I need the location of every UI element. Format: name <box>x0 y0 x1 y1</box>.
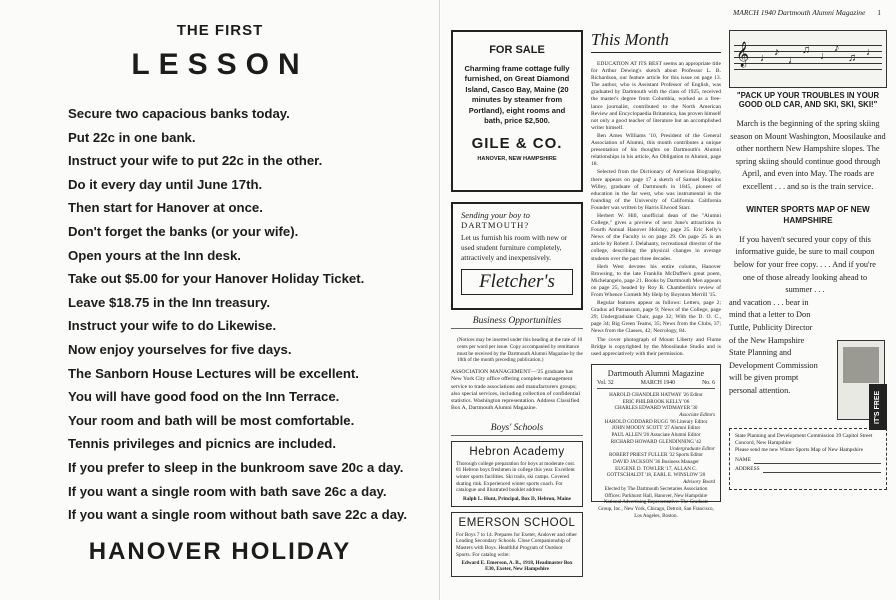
staff-role: Advisory Board <box>683 479 715 486</box>
mail-coupon[interactable] <box>729 428 887 490</box>
music-note-icon: ♫ <box>802 44 811 56</box>
header-title: MARCH 1940 Dartmouth Alumni Magazine <box>733 8 866 17</box>
offer-text-bottom: and vacation . . . bear in mind that a letter to Don Tuttle, Publicity Director of the New Hampshire State Planning and Development Commission will be given prompt personal attention. <box>729 297 818 395</box>
emerson-signature: Edward E. Emerson, A. B., 1918, Headmaster Box E30, Exeter, New Hampshire <box>461 560 573 573</box>
staff-name: HAROLD GODDARD RUGG '06 Literary Editor <box>604 418 708 425</box>
emerson-school-ad <box>451 512 583 577</box>
staff-name: CHARLES EDWARD WIDMAYER '30 <box>614 405 698 412</box>
masthead-title: Dartmouth Alumni Magazine <box>607 368 705 378</box>
masthead-issue <box>597 380 715 389</box>
this-month-title: This Month <box>591 30 721 53</box>
magazine-masthead <box>591 364 721 519</box>
this-month-paragraph: Selected from the Dictionary of American Biography, there appears on page 17 a sketch of Samuel Hopkins Willey, graduate of Dartmouth in 1845, pioneer of education in the far west, who was instrumental in the founding of the University of California. California Founder was written by Harris Elwood Starr. <box>591 169 721 211</box>
hebron-description: Thorough college preparation for boys at moderate cost. 81 Hebron boys freshmen in college this year. Excellent winter sports facilities. Ski trails, ski camps. Covered skating rink. Experienced winter sports coach. For catalogue and illustrated booklet address <box>456 460 576 494</box>
this-month-paragraph: Regular features appear as follows: Letters, page 2; Gradus ad Parnassum, page 9; News of the College, page 29; Undergraduate Chair, page 32; With the D. O. C., page 34; Big Green Teams, 35; News from the Clubs, 37; News from the Classes, 42; Necrology, 84. <box>591 300 721 335</box>
fletcher-line2: DARTMOUTH? <box>461 220 530 230</box>
staff-name: Elected by The Dartmouth Secretaries Association <box>604 485 708 492</box>
offer-text-top: If you haven't secured your copy of this informative guide, be sure to mail coupon below for your free copy. . . . And if you're one of those already looking ahead to summer . . . <box>734 234 876 295</box>
this-month-paragraph: The cover photograph of Mount Liberty and Flume Bridge is copyrighted by the Moosilauke Studio and is used appreciatively with their permission. <box>591 336 721 357</box>
this-month-paragraph: Ben Ames Williams '10, President of the General Association of Alumni, this month contributes a unique presentation of his thoughts on Dartmouth's Alumni relationships in his article, An Obligation to Alumni, page 18. <box>591 132 721 168</box>
lesson-line: Your room and bath will be most comfortable. <box>68 412 355 428</box>
for-sale-title: FOR SALE <box>489 44 545 56</box>
lesson-line: Then start for Hanover at once. <box>68 200 263 216</box>
lesson-line: The Sanborn House Lectures will be excellent. <box>68 365 359 381</box>
lesson-line: Don't forget the banks (or your wife). <box>68 223 299 239</box>
fletcher-ad <box>451 202 583 310</box>
sheet-music-illustration <box>729 30 887 88</box>
its-free-flag: IT'S FREE <box>869 384 887 430</box>
right-page-magazine <box>441 0 896 600</box>
staff-name: RICHARD HOWARD GLENDINNING '42 <box>610 438 702 445</box>
lesson-line: Put 22c in one bank. <box>68 129 196 145</box>
hanover-holiday-footer: HANOVER HOLIDAY <box>88 538 352 565</box>
lesson-line: If you want a single room with bath save 26c a day. <box>68 483 387 499</box>
lesson-line: Open yours at the Inn desk. <box>68 247 241 263</box>
lesson-line: If you want a single room without bath save 22c a day. <box>68 507 408 523</box>
music-note-icon: ♪ <box>774 46 780 58</box>
page-number: 1 <box>877 8 881 17</box>
treble-clef-icon: 𝄞 <box>736 41 750 66</box>
winter-sports-body: March is the beginning of the spring skiing season on Mount Washington, Moosilauke and other northern New Hampshire slopes. The spring skiing should continue good through April, and even into May. The roads are excellent . . . and so is the train service. <box>730 118 886 191</box>
staff-name: JOHN MOODY SCOTT '27 Alumni Editor <box>611 425 701 432</box>
music-note-icon: ♩ <box>760 52 771 64</box>
lesson-heading-large: LESSON <box>131 48 309 81</box>
this-month-body <box>591 61 721 358</box>
coupon-address: State Planning and Development Commission 39 Capitol Street Concord, New Hampshire <box>735 432 873 446</box>
lesson-list <box>68 102 438 527</box>
staff-name: ROBERT PRIEST FULLER '32 Sports Editor <box>609 452 703 459</box>
business-ad: ASSOCIATION MANAGEMENT—'25 graduate has New York City office offering complete management service to trade associations and manufacturers groups; also special services, including collection of confidential statistics. Washington representation. Address Classified Box A, Dartmouth Alumni Magazine. <box>451 369 581 412</box>
gile-company-name: GILE & CO. <box>471 134 563 152</box>
staff-role: Associate Editors <box>679 412 715 418</box>
music-note-icon: ♩ <box>788 54 799 66</box>
hebron-name: Hebron Academy <box>469 445 565 458</box>
masthead-date: MARCH 1940 <box>640 379 676 386</box>
winter-sports-quote: "PACK UP YOUR TROUBLES IN YOUR GOOD OLD CAR, AND SKI, SKI, SKI!" <box>736 91 880 109</box>
lesson-line: Secure two capacious banks today. <box>68 106 290 121</box>
staff-role: Undergraduate Editor <box>669 445 715 452</box>
right-column <box>729 30 887 490</box>
winter-sports-offer <box>729 234 887 424</box>
this-month-paragraph: Herb West devotes his entire column, Hanover Browsing, to the late Franklin McDuffee's great poem, Michelangelo, page 21. Books by Dartmouth Men appears on page 25, headed by Roy B. Chamberlin's review of From Whence Cometh My Help by Boynton Merrill '15. <box>591 263 721 298</box>
lesson-line: Do it every day until June 17th. <box>68 176 263 192</box>
emerson-name: EMERSON SCHOOL <box>458 516 576 529</box>
fletcher-line1: Sending your boy to <box>461 210 530 220</box>
lesson-line: Tennis privileges and picnics are included. <box>68 436 336 452</box>
music-note-icon: ♩ <box>866 46 877 58</box>
masthead-number: No. 6 <box>702 379 715 386</box>
gile-company-location: HANOVER, NEW HAMPSHIRE <box>477 155 557 162</box>
lesson-line: If you prefer to sleep in the bunkroom save 20c a day. <box>68 459 404 475</box>
fletcher-signature: Fletcher's <box>461 269 573 295</box>
lesson-line: Instruct your wife to put 22c in the other. <box>68 153 323 169</box>
lesson-heading-small: THE FIRST <box>176 22 264 39</box>
winter-sports-map-title: WINTER SPORTS MAP OF NEW HAMPSHIRE <box>746 204 870 225</box>
hebron-academy-ad <box>451 441 583 507</box>
middle-column <box>591 30 721 519</box>
for-sale-ad <box>451 30 583 192</box>
staff-name: HAROLD CHANDLER HATWAY '26 Editor <box>609 391 703 398</box>
lesson-line: You will have good food on the Inn Terrace. <box>68 389 340 405</box>
masthead-volume: Vol. 32 <box>597 379 614 386</box>
business-opportunities-title: Business Opportunities <box>451 316 583 329</box>
this-month-paragraph: Herbert W. Hill, unofficial dean of the "Alumni College," gives a preview of next June's attractions in Fourth Annual Hanover Holiday, page 25. Eric Kelly's News of the Faculty is on page 29. On page 25 is an article by Robert J. Delahanty, recreational director of the college, describing the physical changes in average students over the past three decades. <box>591 212 721 262</box>
hebron-signature: Ralph L. Hunt, Principal, Box D, Hebron, Maine <box>463 495 571 502</box>
staff-name: National Advertising Representative: The Graduate Group, Inc., New York, Chicago, Detroit, San Francisco, Los Angeles, Boston. <box>598 499 714 519</box>
lesson-line: Take out $5.00 for your Hanover Holiday Ticket. <box>68 271 365 287</box>
staff-name: EUGENE D. TOWLER '17, ALLAN C. GOTTSCHALDT '18, EARL E. WINSLOW '20 <box>606 465 706 479</box>
lesson-line: Leave $18.75 in the Inn treasury. <box>68 294 271 310</box>
business-note: (Notices may be inserted under this heading at the rate of 10 cents per word per issue. Copy accompanied by remittance must be received by the Dartmouth Alumni Magazine by the 10th of the month preceding publication.) <box>457 337 583 364</box>
this-month-paragraph: EDUCATION AT ITS BEST seems an appropriate title for Arthur Dewing's sketch about Professor L. B. Richardson, our feature article for this issue on page 13. The author, who is Assistant Professor of English, was graduated by Dartmouth with the class of 1925, received the master's degree from Columbia, worked as a free-lance journalist, contributed to the North American Review and Encyclopaedia Britannica, has proven himself not only a good teacher of literature but an accomplished writer himself. <box>591 61 721 131</box>
coupon-address-field[interactable] <box>735 466 881 473</box>
coupon-name-label: NAME <box>735 456 751 463</box>
music-note-icon: ♪ <box>834 42 840 54</box>
lesson-line: Now enjoy yourselves for five days. <box>68 341 292 357</box>
coupon-address-label: ADDRESS <box>735 465 760 472</box>
left-column <box>451 30 583 577</box>
coupon-request: Please send me new Winter Sports Map of New Hampshire <box>735 447 863 454</box>
for-sale-body: Charming frame cottage fully furnished, on Great Diamond Island, Casco Bay, Maine (20 minutes by steamer from Portland), eight rooms and bath, price $2,500. <box>464 64 570 126</box>
staff-name: PAUL ALLEN '26 Associate Alumni Editor <box>611 432 701 439</box>
masthead-staff <box>597 392 715 520</box>
coupon-name-field[interactable] <box>735 457 881 464</box>
staff-name: Offices: Parkhurst Hall, Hanover, New Hampshire <box>604 492 708 499</box>
left-page-advertisement <box>0 0 440 600</box>
music-note-icon: ♫ <box>848 52 857 64</box>
staff-name: ERIC PHILBROOK KELLY '06 <box>622 398 690 405</box>
emerson-description: For Boys 7 to 14. Prepares for Exeter, Andover and other Leading Secondary Schools. Close Companionship of Masters with Boys. Healthful Program of Outdoor Sports. For catalog write: <box>456 531 578 558</box>
boys-schools-title: Boys' Schools <box>451 423 583 436</box>
running-header <box>441 8 881 17</box>
lesson-line: Instruct your wife to do Likewise. <box>68 318 277 334</box>
staff-name: DAVID JACKSON '36 Business Manager <box>612 459 699 466</box>
fletcher-body: Let us furnish his room with new or used student furniture completely, attractively and inexpensively. <box>461 233 568 262</box>
music-note-icon: ♩ <box>820 50 831 62</box>
